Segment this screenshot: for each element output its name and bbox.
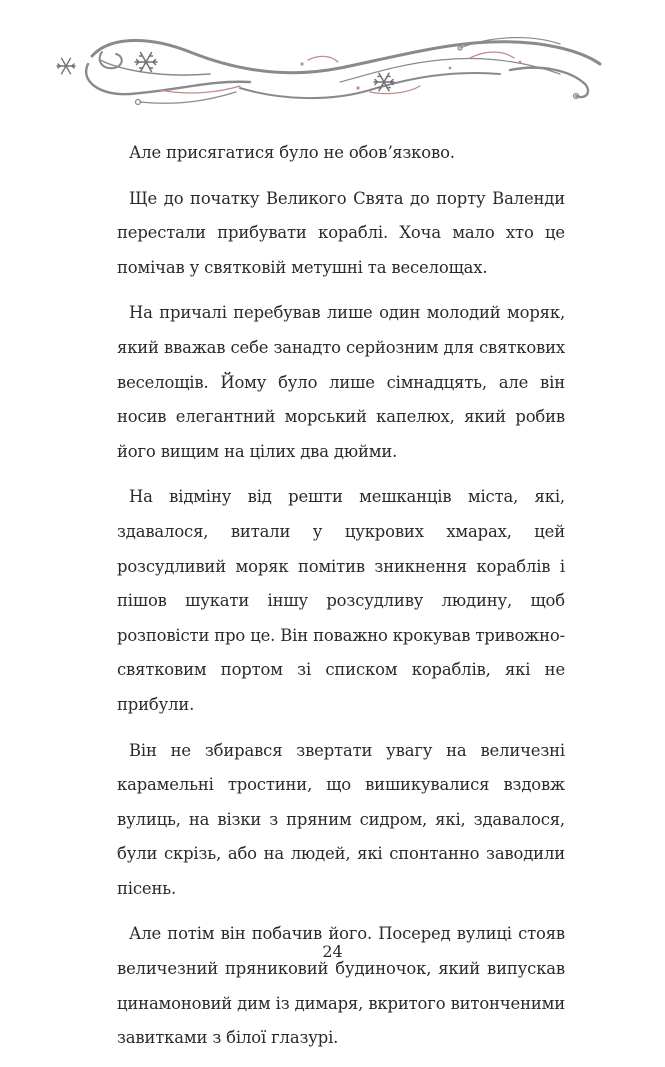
snowflake-icon bbox=[135, 53, 157, 72]
paragraph: На відміну від решти мешканців міста, які, здавалося, витали у цукрових хмарах, цей розсудливий моряк помітив зникнення кораблів і пішов шукати іншу розсудливу людину, щоб розповісти про це. Він поважно крокував тривожно-святковим портом зі списком кораблів, які не прибули. bbox=[117, 487, 565, 714]
page-number: 24 bbox=[322, 942, 343, 961]
header-ornament bbox=[40, 30, 630, 110]
paragraph: Але присягатися було не обовʼязково. bbox=[129, 143, 455, 162]
paragraph: Ще до початку Великого Свята до порту Валенди перестали прибувати кораблі. Хоча мало хто це помічав у святковій метушні та веселощах. bbox=[117, 188, 565, 277]
snowflake-icon bbox=[57, 58, 75, 74]
paragraph: На причалі перебував лише один молодий моряк, який вважав себе занадто серйозним для святкових веселощів. Йому було лише сімнадцять, але він носив елегантний морський капелюх, який робив його вищим на цілих два дюйми. bbox=[117, 303, 565, 461]
body-text bbox=[117, 136, 565, 1067]
paragraph: Він не збирався звертати увагу на величезні карамельні тростини, що вишикувалися вздовж вулиць, на візки з пряним сидром, які, здавалося, були скрізь, або на людей, які спонтанно заводили пісень. bbox=[117, 740, 565, 898]
paragraph: Але потім він побачив його. Посеред вулиці стояв величезний пряниковий будиночок, який випускав цинамоновий дим із димаря, вкритого витонченими завитками з білої глазурі. bbox=[117, 924, 565, 1048]
